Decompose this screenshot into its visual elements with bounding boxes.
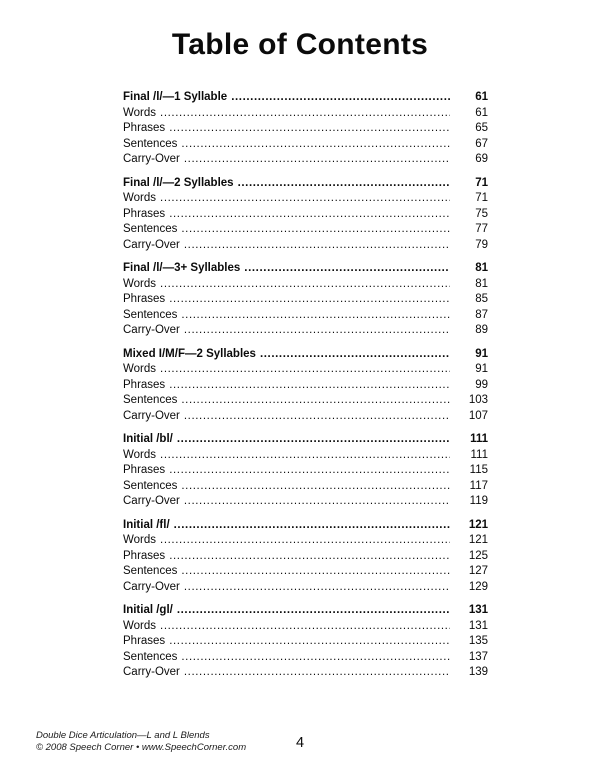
- toc-page-number: 135: [468, 635, 488, 647]
- toc-entry-row: [123, 494, 488, 510]
- toc: [123, 90, 488, 689]
- dot-leader: [160, 533, 450, 549]
- toc-entry-label: Carry-Over: [123, 238, 180, 251]
- toc-page-number: 131: [468, 604, 488, 616]
- dot-leader: [160, 448, 450, 464]
- dot-leader: [177, 432, 450, 448]
- toc-entry-row: [123, 238, 488, 254]
- dot-leader: [238, 176, 450, 192]
- toc-page-number: 75: [475, 207, 488, 220]
- toc-entry-label: Phrases: [123, 122, 166, 134]
- dot-leader: [184, 238, 450, 254]
- toc-entry-label: Words: [123, 363, 157, 375]
- toc-heading-label: Final /l/—2 Syllables: [123, 176, 234, 189]
- dot-leader: [169, 463, 450, 479]
- toc-entry-label: Phrases: [123, 207, 166, 220]
- footer-book-title: Double Dice Articulation—L and L Blends: [36, 730, 210, 741]
- toc-entry-row: [123, 222, 488, 238]
- toc-page-number: 129: [468, 580, 488, 593]
- dot-leader: [160, 619, 450, 635]
- toc-entry-label: Phrases: [123, 293, 166, 305]
- dot-leader: [160, 362, 450, 378]
- toc-entry-label: Carry-Over: [123, 153, 180, 165]
- dot-leader: [169, 378, 450, 394]
- toc-page-number: 85: [475, 293, 488, 305]
- dot-leader: [181, 479, 450, 495]
- toc-page-number: 69: [475, 153, 488, 165]
- toc-page-number: 91: [475, 363, 488, 375]
- toc-page-number: 119: [469, 495, 488, 507]
- toc-entry-label: Phrases: [123, 464, 166, 476]
- toc-entry-label: Words: [123, 192, 157, 204]
- dot-leader: [169, 121, 450, 137]
- toc-entry-row: [123, 106, 488, 122]
- toc-page-number: 71: [475, 192, 488, 204]
- toc-page-number: 81: [475, 262, 488, 274]
- dot-leader: [184, 665, 450, 681]
- page-title: Table of Contents: [171, 28, 429, 61]
- toc-entry-row: [123, 619, 488, 635]
- toc-heading-label: Final /l/—3+ Syllables: [123, 262, 241, 274]
- toc-entry-row: [123, 634, 488, 650]
- dot-leader: [181, 650, 450, 666]
- toc-page-number: 121: [468, 518, 488, 531]
- toc-entry-label: Carry-Over: [123, 495, 180, 507]
- toc-entry-row: [123, 479, 488, 495]
- toc-entry-row: [123, 137, 488, 153]
- toc-page-number: 61: [475, 106, 488, 119]
- dot-leader: [169, 292, 450, 308]
- dot-leader: [184, 580, 450, 596]
- toc-page-number: 81: [475, 277, 488, 290]
- toc-section: [123, 90, 488, 168]
- dot-leader: [184, 409, 450, 425]
- dot-leader: [181, 393, 450, 409]
- dot-leader: [181, 137, 450, 153]
- toc-heading-label: Initial /fl/: [123, 518, 170, 531]
- toc-entry-row: [123, 121, 488, 137]
- toc-entry-label: Phrases: [123, 378, 166, 391]
- toc-section: [123, 347, 488, 425]
- toc-heading-row: [123, 176, 488, 192]
- toc-heading-row: [123, 518, 488, 534]
- dot-leader: [181, 308, 450, 324]
- toc-page-number: 125: [468, 549, 488, 562]
- toc-heading-row: [123, 347, 488, 363]
- toc-entry-row: [123, 580, 488, 596]
- dot-leader: [181, 564, 450, 580]
- toc-page-number: 117: [469, 479, 488, 492]
- toc-page-number: 99: [475, 378, 488, 391]
- toc-entry-row: [123, 564, 488, 580]
- dot-leader: [160, 277, 450, 293]
- toc-page-number: 71: [475, 176, 488, 189]
- page-number: 4: [295, 735, 305, 751]
- footer-copyright: © 2008 Speech Corner • www.SpeechCorner.com: [36, 741, 247, 753]
- toc-entry-row: [123, 549, 488, 565]
- toc-entry-row: [123, 191, 488, 207]
- toc-page-number: 127: [468, 565, 488, 577]
- toc-entry-label: Words: [123, 277, 157, 290]
- dot-leader: [177, 603, 450, 619]
- toc-entry-label: Sentences: [123, 308, 178, 321]
- dot-leader: [160, 191, 450, 207]
- toc-entry-label: Phrases: [123, 549, 166, 562]
- toc-entry-label: Sentences: [123, 650, 178, 663]
- toc-entry-label: Carry-Over: [123, 666, 180, 678]
- toc-heading-label: Initial /gl/: [123, 604, 173, 616]
- toc-page-number: 91: [475, 347, 488, 360]
- toc-entry-label: Sentences: [123, 565, 178, 577]
- toc-entry-row: [123, 378, 488, 394]
- toc-page-number: 121: [468, 534, 488, 546]
- toc-entry-label: Words: [123, 106, 157, 119]
- dot-leader: [169, 207, 450, 223]
- toc-entry-label: Sentences: [123, 394, 178, 406]
- toc-heading-label: Mixed I/M/F—2 Syllables: [123, 347, 256, 360]
- dot-leader: [181, 222, 450, 238]
- toc-entry-label: Words: [123, 448, 157, 461]
- toc-section: [123, 518, 488, 596]
- toc-entry-row: [123, 409, 488, 425]
- toc-entry-row: [123, 533, 488, 549]
- toc-page-number: 79: [475, 238, 488, 251]
- toc-section: [123, 261, 488, 339]
- dot-leader: [184, 494, 450, 510]
- toc-heading-row: [123, 603, 488, 619]
- toc-entry-label: Carry-Over: [123, 324, 180, 336]
- toc-entry-label: Carry-Over: [123, 580, 180, 593]
- toc-heading-row: [123, 432, 488, 448]
- toc-page-number: 103: [468, 394, 488, 406]
- dot-leader: [160, 106, 450, 122]
- toc-page-number: 77: [475, 223, 488, 235]
- toc-page-number: 115: [469, 464, 488, 476]
- dot-leader: [184, 323, 450, 339]
- toc-entry-row: [123, 277, 488, 293]
- toc-entry-label: Words: [123, 534, 157, 546]
- dot-leader: [260, 347, 450, 363]
- toc-page-number: 111: [470, 448, 488, 461]
- toc-page-number: 67: [475, 137, 488, 150]
- dot-leader: [244, 261, 450, 277]
- toc-page-number: 87: [475, 308, 488, 321]
- toc-entry-row: [123, 362, 488, 378]
- dot-leader: [184, 152, 450, 168]
- toc-heading-row: [123, 90, 488, 106]
- dot-leader: [169, 634, 450, 650]
- dot-leader: [174, 518, 450, 534]
- toc-section: [123, 176, 488, 254]
- toc-section: [123, 603, 488, 681]
- dot-leader: [231, 90, 450, 106]
- toc-page-number: 61: [475, 91, 488, 103]
- toc-page-number: 107: [468, 409, 488, 422]
- toc-entry-label: Sentences: [123, 223, 178, 235]
- toc-heading-label: Initial /bl/: [123, 433, 173, 445]
- toc-entry-row: [123, 463, 488, 479]
- toc-entry-label: Sentences: [123, 137, 178, 150]
- toc-entry-label: Sentences: [123, 479, 178, 492]
- toc-page-number: 139: [468, 666, 488, 678]
- toc-entry-row: [123, 665, 488, 681]
- toc-entry-row: [123, 650, 488, 666]
- toc-page-number: 137: [468, 650, 488, 663]
- toc-page-number: 89: [475, 324, 488, 336]
- toc-page-number: 131: [468, 619, 488, 632]
- toc-entry-row: [123, 393, 488, 409]
- toc-entry-row: [123, 323, 488, 339]
- dot-leader: [169, 549, 450, 565]
- toc-entry-label: Phrases: [123, 635, 166, 647]
- toc-entry-label: Words: [123, 619, 157, 632]
- toc-entry-row: [123, 152, 488, 168]
- toc-entry-row: [123, 292, 488, 308]
- toc-page-number: 111: [470, 433, 488, 445]
- toc-entry-row: [123, 308, 488, 324]
- toc-entry-row: [123, 207, 488, 223]
- toc-heading-label: Final /l/—1 Syllable: [123, 91, 228, 103]
- toc-page-number: 65: [475, 122, 488, 134]
- toc-entry-row: [123, 448, 488, 464]
- toc-entry-label: Carry-Over: [123, 409, 180, 422]
- toc-section: [123, 432, 488, 510]
- toc-heading-row: [123, 261, 488, 277]
